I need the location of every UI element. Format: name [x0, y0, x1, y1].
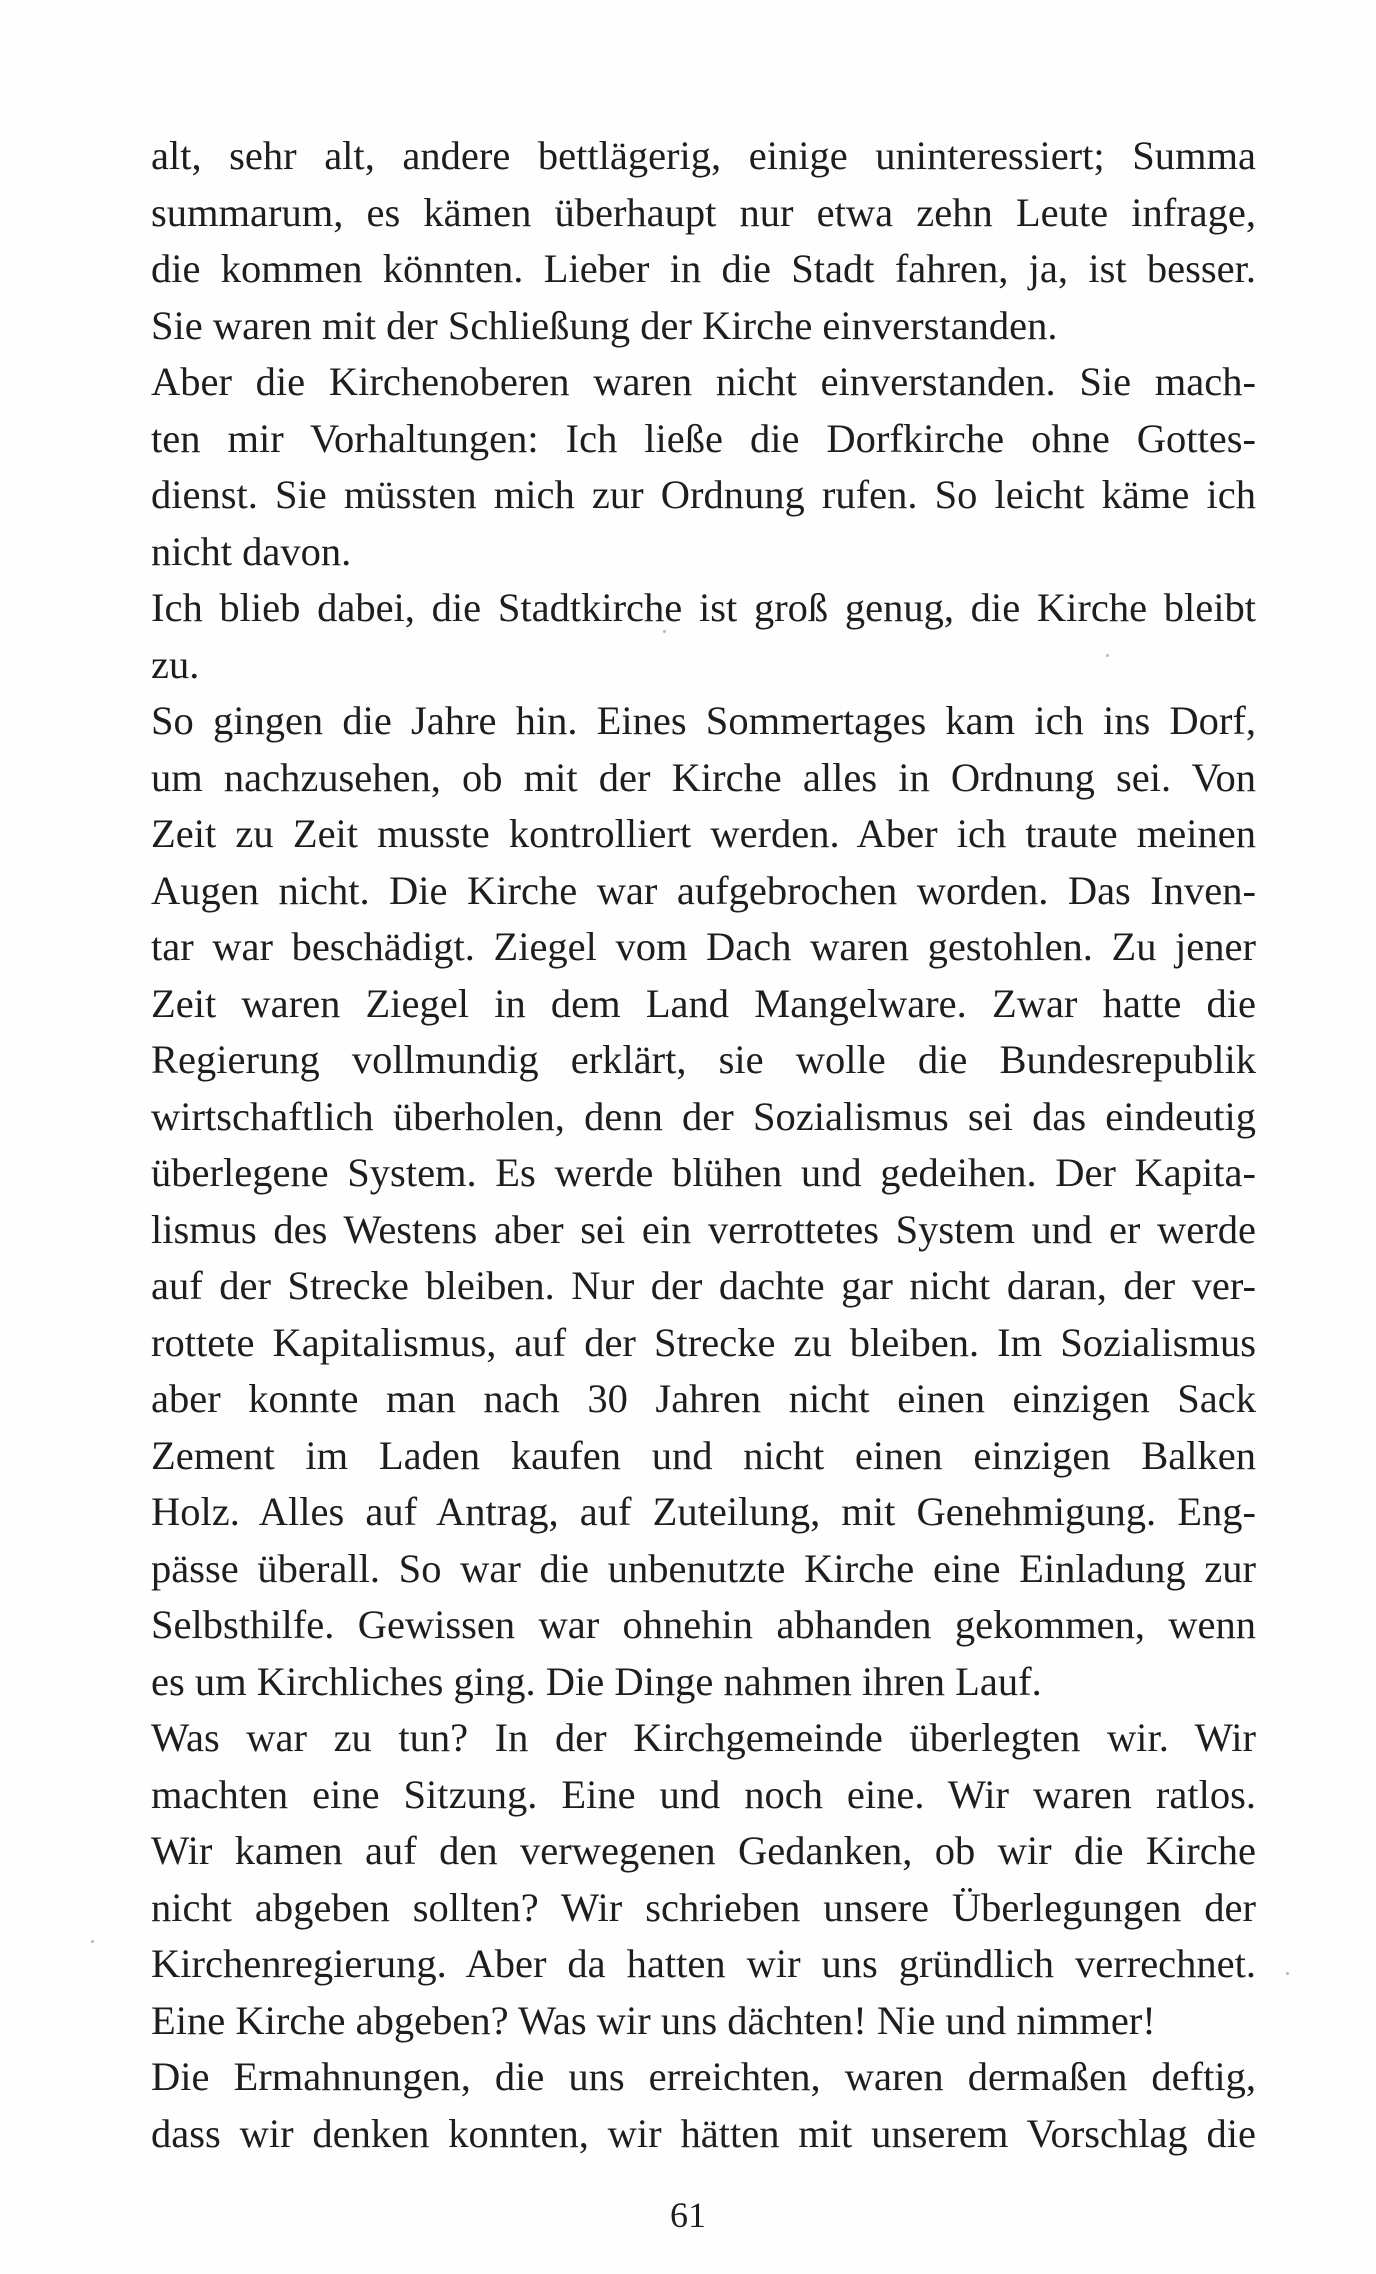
- text-line: um nachzusehen, ob mit der Kirche alles in Ordnung sei. Von: [151, 754, 1256, 800]
- text-line: die kommen könnten. Lieber in die Stadt fahren, ja, ist besser.: [151, 246, 1256, 291]
- text-line: Die Ermahnungen, die uns erreichten, waren dermaßen deftig,: [151, 2054, 1256, 2099]
- text-line: Selbsthilfe. Gewissen war ohnehin abhanden gekommen, wenn: [151, 1602, 1256, 1647]
- text-line: wirtschaftlich überholen, denn der Sozialismus sei das eindeutig: [151, 1093, 1256, 1139]
- text-line: zu.: [151, 641, 200, 687]
- text-line: Kirchenregierung. Aber da hatten wir uns gründlich verrechnet.: [151, 1941, 1256, 1986]
- text-line: Holz. Alles auf Antrag, auf Zuteilung, mit Genehmigung. Eng-: [151, 1489, 1256, 1534]
- text-line: Aber die Kirchenoberen waren nicht einverstanden. Sie mach-: [151, 359, 1256, 404]
- text-line: Eine Kirche abgeben? Was wir uns dächten! Nie und nimmer!: [151, 1997, 1156, 2043]
- text-line: Zeit zu Zeit musste kontrolliert werden. Aber ich traute meinen: [151, 811, 1256, 856]
- text-line: nicht abgeben sollten? Wir schrieben unsere Überlegungen der: [151, 1884, 1256, 1930]
- text-line: pässe überall. So war die unbenutzte Kirche eine Einladung zur: [151, 1545, 1256, 1591]
- text-line: Zement im Laden kaufen und nicht einen einzigen Balken: [151, 1432, 1256, 1478]
- paper-speck: [663, 630, 666, 633]
- paper-speck: [1286, 1972, 1289, 1975]
- text-line: So gingen die Jahre hin. Eines Sommertages kam ich ins Dorf,: [151, 698, 1256, 743]
- page-number: 61: [670, 2195, 706, 2235]
- text-line: machten eine Sitzung. Eine und noch eine. Wir waren ratlos.: [151, 1771, 1256, 1817]
- text-line: es um Kirchliches ging. Die Dinge nahmen ihren Lauf.: [151, 1658, 1042, 1704]
- text-line: Regierung vollmundig erklärt, sie wolle die Bundesrepublik: [151, 1037, 1256, 1082]
- text-line: Zeit waren Ziegel in dem Land Mangelware. Zwar hatte die: [151, 980, 1256, 1026]
- text-line: dienst. Sie müssten mich zur Ordnung rufen. So leicht käme ich: [151, 472, 1256, 517]
- text-line: alt, sehr alt, andere bettlägerig, einige uninteressiert; Summa: [151, 133, 1256, 178]
- text-line: Sie waren mit der Schließung der Kirche einverstanden.: [151, 302, 1058, 348]
- text-line: nicht davon.: [151, 528, 352, 574]
- text-line: Wir kamen auf den verwegenen Gedanken, ob wir die Kirche: [151, 1828, 1256, 1873]
- text-line: lismus des Westens aber sei ein verrottetes System und er werde: [151, 1206, 1256, 1252]
- text-line: Augen nicht. Die Kirche war aufgebrochen worden. Das Inven-: [151, 867, 1256, 913]
- text-line: Ich blieb dabei, die Stadtkirche ist groß genug, die Kirche bleibt: [151, 585, 1256, 630]
- text-line: summarum, es kämen überhaupt nur etwa zehn Leute infrage,: [151, 189, 1256, 235]
- text-line: tar war beschädigt. Ziegel vom Dach waren gestohlen. Zu jener: [151, 924, 1256, 969]
- paper-speck: [91, 1940, 94, 1943]
- text-line: auf der Strecke bleiben. Nur der dachte gar nicht daran, der ver-: [151, 1263, 1256, 1308]
- text-line: aber konnte man nach 30 Jahren nicht einen einzigen Sack: [151, 1376, 1256, 1421]
- text-line: ten mir Vorhaltungen: Ich ließe die Dorfkirche ohne Gottes-: [151, 415, 1256, 461]
- text-line: überlegene System. Es werde blühen und gedeihen. Der Kapita-: [151, 1150, 1256, 1195]
- body-text: [151, 128, 1256, 2162]
- paper-speck: [1106, 654, 1109, 657]
- text-line: dass wir denken konnten, wir hätten mit unserem Vorschlag die: [151, 2110, 1256, 2156]
- text-line: Was war zu tun? In der Kirchgemeinde überlegten wir. Wir: [151, 1715, 1256, 1760]
- text-line: rottete Kapitalismus, auf der Strecke zu bleiben. Im Sozialismus: [151, 1319, 1256, 1365]
